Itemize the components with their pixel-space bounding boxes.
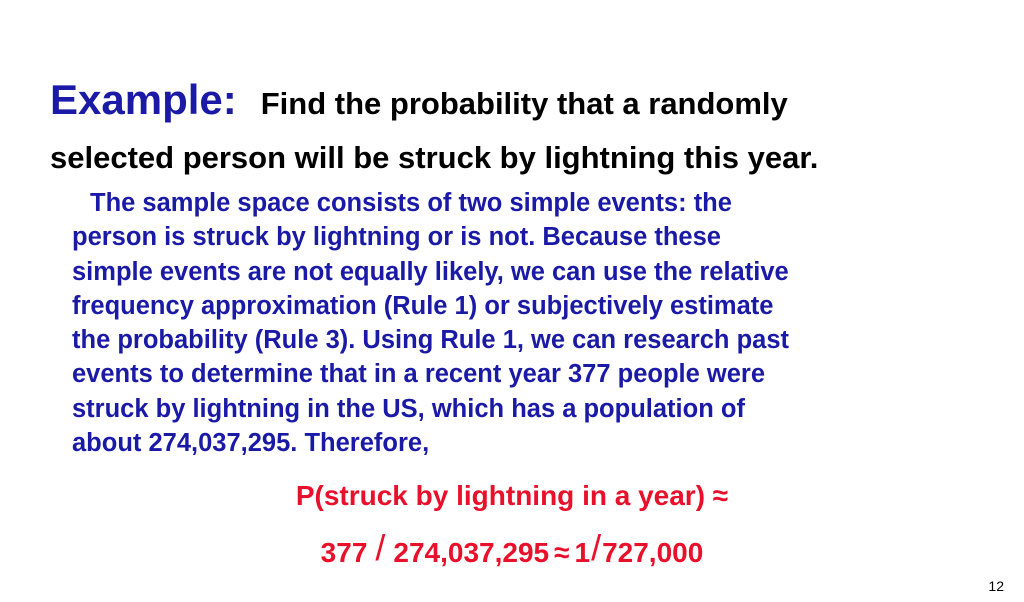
body-line: events to determine that in a recent year 377 people were: [72, 360, 766, 389]
title-line-1: Find the probability that a randomly: [260, 86, 788, 121]
formula-slash: /: [375, 527, 386, 568]
formula-result-numerator: 1: [574, 537, 591, 568]
body-line: The sample space consists of two simple events: the: [90, 189, 732, 217]
body-line: struck by lightning in the US, which has a population of: [72, 394, 745, 423]
formula-line-1: P(struck by lightning in a year) ≈: [295, 480, 729, 511]
title-line-2: selected person will be struck by lightning this year.: [50, 140, 819, 175]
title-lead: Example:: [50, 76, 237, 123]
slide-title: [50, 76, 990, 188]
formula-numerator: 377: [320, 537, 368, 568]
body-line: frequency approximation (Rule 1) or subjectively estimate: [72, 291, 774, 320]
body-paragraph: [72, 186, 992, 460]
formula-result-denominator: 727,000: [602, 537, 704, 568]
formula-line-2: [0, 528, 1024, 575]
formula-result-slash: /: [591, 527, 602, 568]
formula-approx: ≈: [554, 537, 570, 568]
body-line: simple events are not equally likely, we can use the relative: [72, 257, 789, 286]
body-line: about 274,037,295. Therefore,: [72, 429, 430, 458]
body-line: person is struck by lightning or is not. Because these: [72, 223, 721, 252]
body-line: the probability (Rule 3). Using Rule 1, we can research past: [72, 326, 790, 355]
page-number: 12: [988, 578, 1004, 594]
formula-denominator: 274,037,295: [393, 537, 550, 568]
